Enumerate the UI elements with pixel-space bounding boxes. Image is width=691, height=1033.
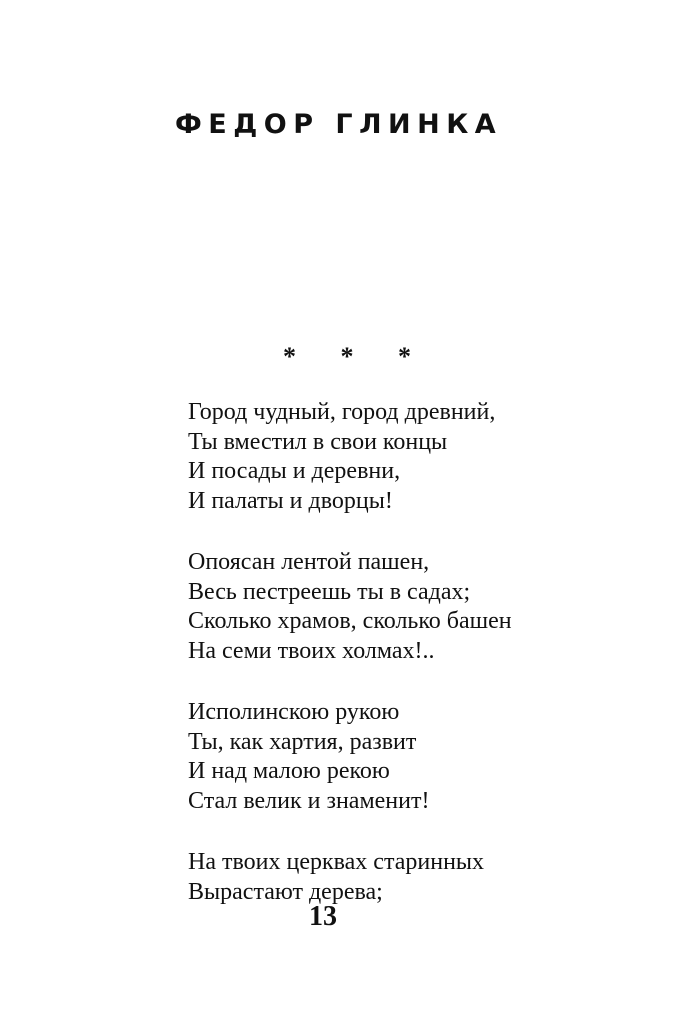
stanza (188, 548, 668, 666)
poem-line: Опоясан лентой пашен, (188, 549, 430, 575)
poem-line: Стал велик и знаменит! (188, 787, 430, 814)
poem-line: Город чудный, город древний, (188, 399, 496, 425)
poem-line: Ты, как хартия, развит (188, 728, 417, 755)
poem-line: И над малою рекою (188, 758, 390, 784)
poem-line: Сколько храмов, сколько башен (188, 608, 512, 634)
poem (188, 398, 668, 939)
poem-line: И посады и деревни, (188, 458, 401, 484)
poem-line: На семи твоих холмах!.. (188, 637, 435, 664)
poem-line: На твоих церквах старинных (188, 849, 485, 875)
poem-line: Весь пестреешь ты в садах; (188, 578, 471, 605)
stanza (188, 698, 668, 816)
page-number: 13 (309, 901, 337, 932)
stanza (188, 848, 668, 907)
poem-separator: * * * (283, 342, 430, 371)
poem-line: И палаты и дворцы! (188, 487, 393, 514)
poem-line: Вырастают дерева; (188, 878, 383, 905)
poem-line: Исполинскою рукою (188, 699, 400, 725)
stanza (188, 398, 668, 516)
author-heading: ФЕДОР ГЛИНКА (175, 109, 503, 140)
poem-line: Ты вместил в свои концы (188, 428, 448, 455)
